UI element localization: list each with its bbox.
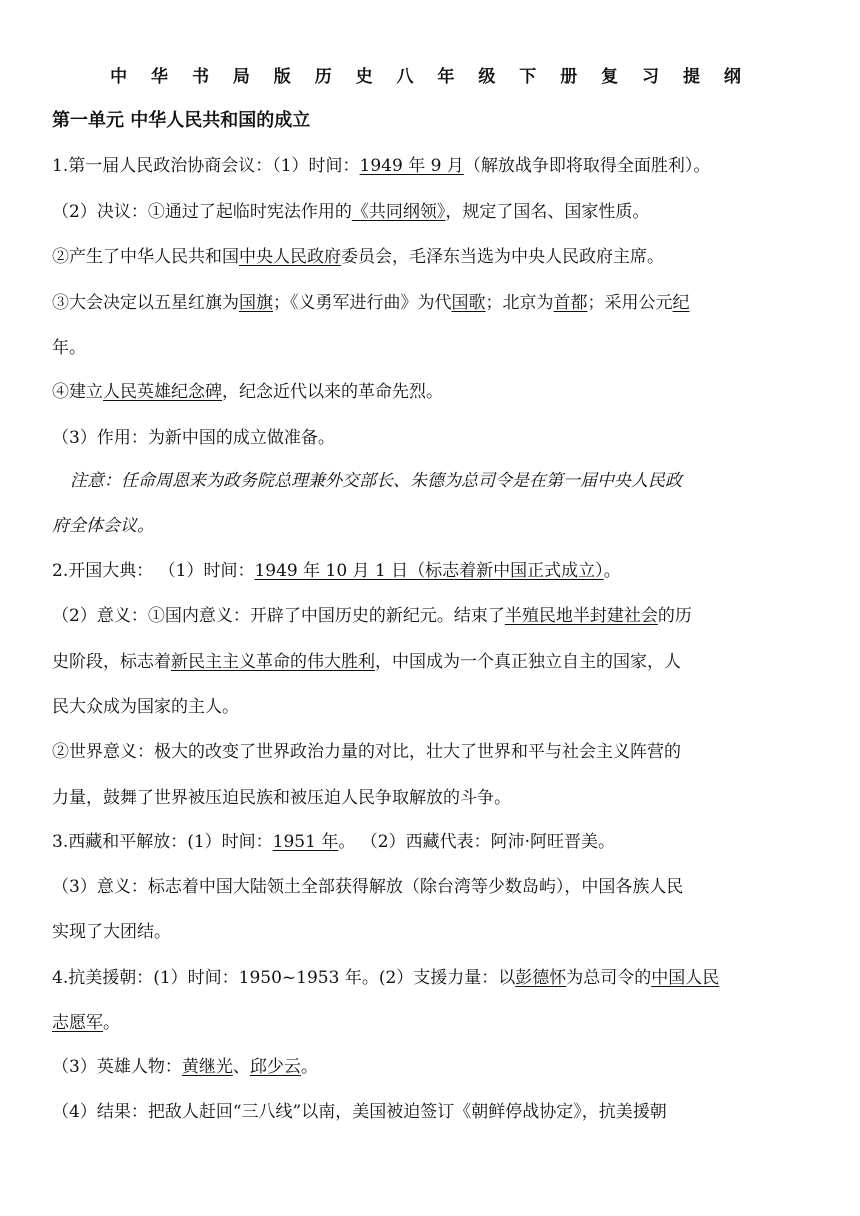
line-text: 实现了大团结。 bbox=[52, 922, 171, 942]
line-text: （2）决议：①通过了起临时宪法作用的 bbox=[52, 202, 352, 222]
line-text: 。 （2）西藏代表：阿沛·阿旺晋美。 bbox=[338, 832, 615, 852]
line-text: 民大众成为国家的主人。 bbox=[52, 697, 239, 717]
outline-line bbox=[52, 557, 812, 585]
line-text: 府全体会议。 bbox=[52, 516, 154, 536]
key-term: 《共同纲领》 bbox=[351, 202, 446, 222]
key-term: 半殖民地半封建社会 bbox=[504, 606, 658, 626]
key-term: 1951 年 bbox=[272, 832, 339, 852]
outline-line bbox=[52, 424, 812, 452]
key-term: 人民英雄纪念碑 bbox=[103, 382, 222, 402]
key-term: 邱少云 bbox=[249, 1057, 301, 1077]
line-text: ；采用公元 bbox=[587, 293, 673, 313]
line-text: （3）英雄人物： bbox=[52, 1057, 182, 1077]
outline-line bbox=[52, 784, 812, 812]
key-term: 新民主主义革命的伟大胜利 bbox=[171, 652, 375, 672]
line-text: ③大会决定以五星红旗为 bbox=[52, 293, 239, 313]
outline-line bbox=[52, 512, 812, 540]
outline-line bbox=[52, 738, 812, 766]
key-term: 中国人民 bbox=[651, 968, 720, 988]
line-text: ②世界意义：极大的改变了世界政治力量的对比，壮大了世界和平与社会主义阵营的 bbox=[52, 742, 681, 762]
key-term: 首都 bbox=[553, 293, 588, 313]
line-text: ④建立 bbox=[52, 382, 103, 402]
unit-heading: 第一单元 中华人民共和国的成立 bbox=[52, 110, 311, 131]
key-term: 黄继光 bbox=[181, 1057, 233, 1077]
line-text: （解放战争即将取得全面胜利）。 bbox=[463, 156, 711, 176]
outline-line bbox=[52, 873, 812, 901]
line-text: 。 bbox=[300, 1057, 318, 1077]
line-text: 委员会，毛泽东当选为中央人民政府主席。 bbox=[341, 247, 664, 267]
outline-line bbox=[52, 334, 812, 362]
line-text: ，纪念近代以来的革命先烈。 bbox=[222, 382, 443, 402]
line-text: ，规定了国名、国家性质。 bbox=[445, 202, 650, 222]
line-text: ；北京为 bbox=[485, 293, 554, 313]
line-text: 年。 bbox=[52, 338, 86, 358]
line-text: ②产生了中华人民共和国 bbox=[52, 247, 239, 267]
key-term: 纪 bbox=[672, 293, 690, 313]
outline-line bbox=[52, 964, 812, 992]
key-term: 志愿军 bbox=[52, 1013, 103, 1033]
outline-line bbox=[52, 289, 812, 317]
outline-line bbox=[52, 918, 812, 946]
line-text: 史阶段，标志着 bbox=[52, 652, 171, 672]
line-text: 、 bbox=[232, 1057, 250, 1077]
line-text: 1.第一届人民政治协商会议：（1）时间： bbox=[52, 156, 360, 176]
line-text: ，中国成为一个真正独立自主的国家，人 bbox=[375, 652, 681, 672]
outline-line bbox=[52, 648, 812, 676]
outline-line bbox=[70, 467, 830, 495]
line-text: （3）作用：为新中国的成立做准备。 bbox=[52, 428, 335, 448]
key-term: 彭德怀 bbox=[515, 968, 567, 988]
line-text: 2.开国大典： （1）时间： bbox=[52, 561, 255, 581]
outline-line bbox=[52, 152, 812, 180]
key-term: 国旗 bbox=[239, 293, 273, 313]
outline-line bbox=[52, 243, 812, 271]
line-text: ；《义勇军进行曲》为代 bbox=[273, 293, 452, 313]
key-term: 国歌 bbox=[451, 293, 486, 313]
line-text: 。 bbox=[103, 1013, 120, 1033]
line-text: 力量，鼓舞了世界被压迫民族和被压迫人民争取解放的斗争。 bbox=[52, 788, 511, 808]
line-text: 注意：任命周恩来为政务院总理兼外交部长、朱德为总司令是在第一届中央人民政 bbox=[70, 471, 682, 491]
key-term: 中央人民政府 bbox=[239, 247, 341, 267]
outline-line bbox=[52, 1053, 812, 1081]
line-text: （4）结果：把敌人赶回“三八线”以南，美国被迫签订《朝鲜停战协定》，抗美援朝 bbox=[52, 1102, 667, 1122]
outline-line bbox=[52, 1098, 812, 1126]
key-term: 1949 年 9 月 bbox=[359, 156, 464, 176]
line-text: 的历 bbox=[657, 606, 692, 626]
outline-line bbox=[52, 198, 812, 226]
line-text: 为总司令的 bbox=[566, 968, 652, 988]
document-title: 中 华 书 局 版 历 史 八 年 级 下 册 复 习 提 纲 bbox=[110, 67, 750, 87]
key-term: 1949 年 10 月 1 日（标志着新中国正式成立） bbox=[254, 561, 604, 581]
outline-line bbox=[52, 602, 812, 630]
line-text: 3.西藏和平解放：(1）时间： bbox=[52, 832, 273, 852]
outline-line bbox=[52, 693, 812, 721]
line-text: 。 bbox=[603, 561, 621, 581]
line-text: （3）意义：标志着中国大陆领土全部获得解放（除台湾等少数岛屿），中国各族人民 bbox=[52, 877, 684, 897]
outline-line bbox=[52, 378, 812, 406]
outline-line bbox=[52, 1009, 812, 1037]
line-text: （2）意义：①国内意义：开辟了中国历史的新纪元。结束了 bbox=[52, 606, 505, 626]
line-text: 4.抗美援朝：(1）时间：1950~1953 年。(2）支援力量：以 bbox=[52, 968, 516, 988]
outline-line bbox=[52, 828, 812, 856]
